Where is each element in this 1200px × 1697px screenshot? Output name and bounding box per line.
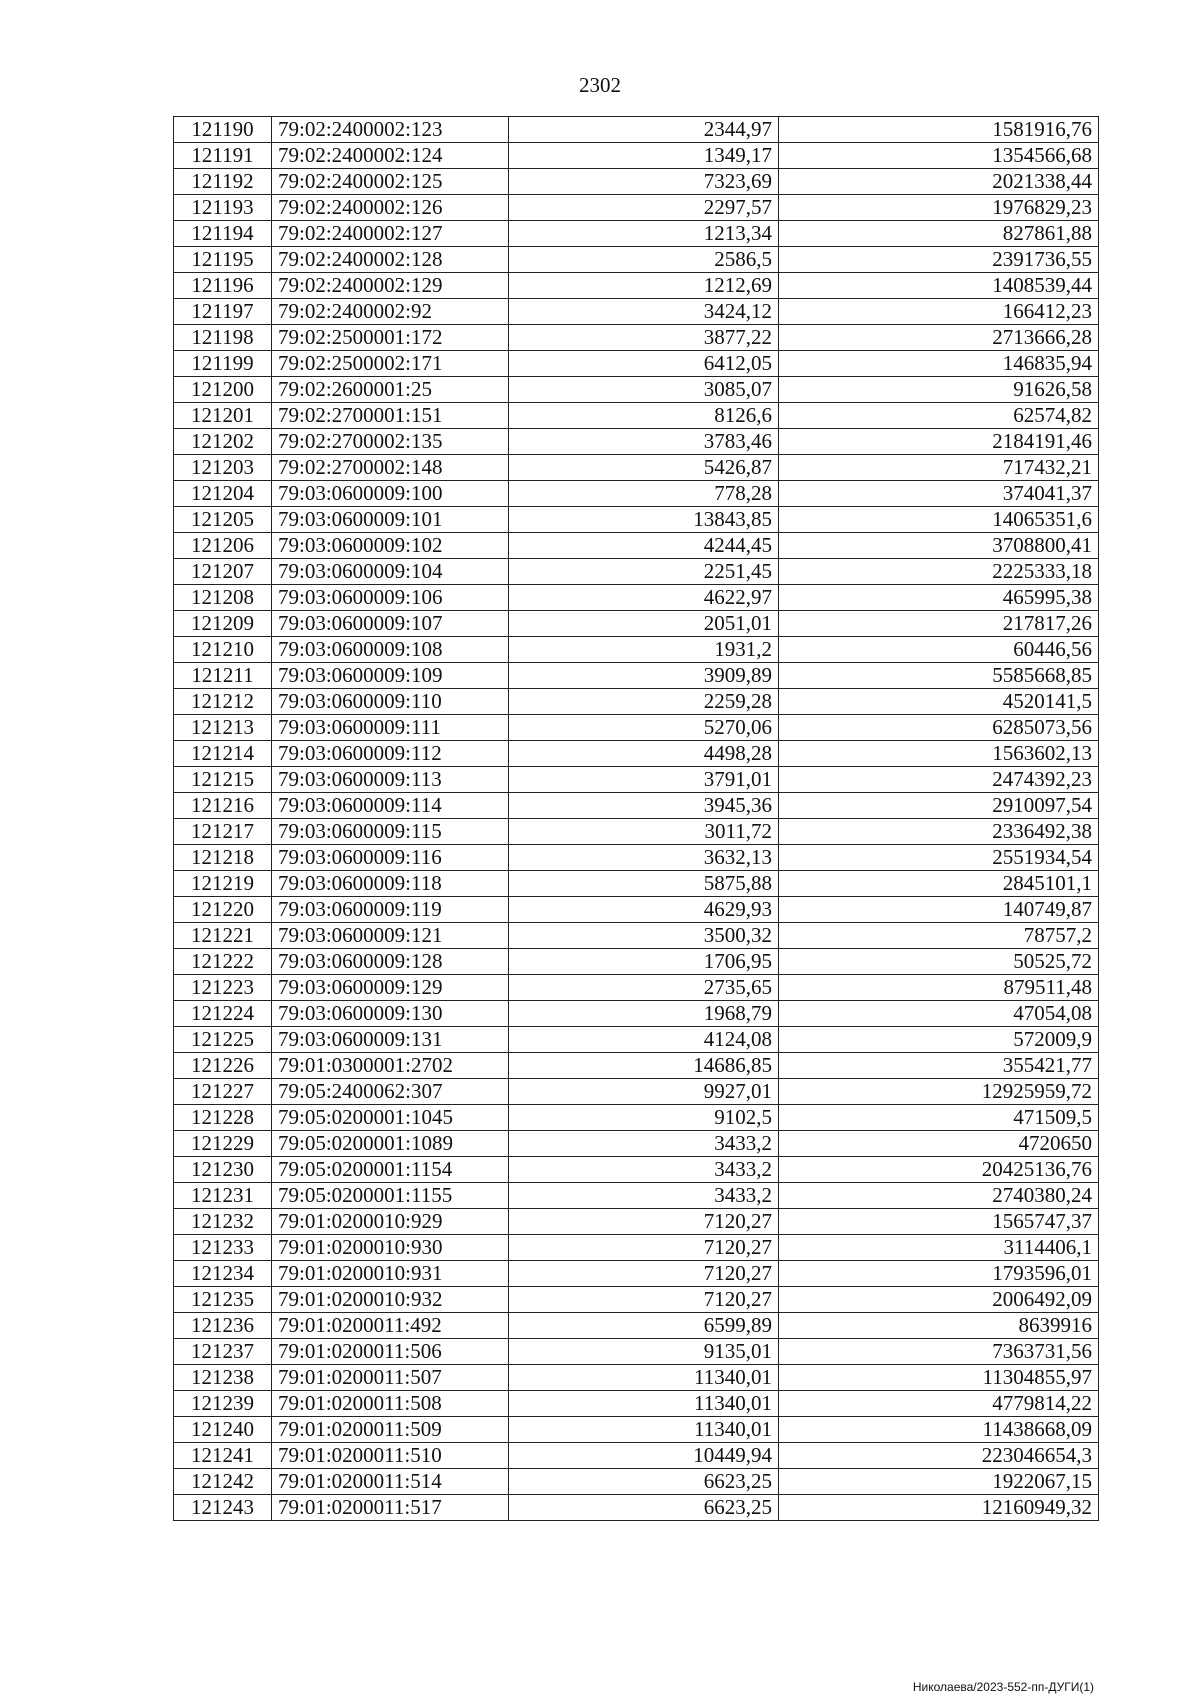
table-row	[174, 247, 1099, 273]
cadastral-value-cell: 2225333,18	[779, 559, 1099, 585]
area-cell: 778,28	[509, 481, 779, 507]
table-row	[174, 1469, 1099, 1495]
cadastral-value-cell: 879511,48	[779, 975, 1099, 1001]
cadastral-value-cell: 60446,56	[779, 637, 1099, 663]
cadastral-value-cell: 62574,82	[779, 403, 1099, 429]
row-number-cell: 121241	[174, 1443, 272, 1469]
area-cell: 3909,89	[509, 663, 779, 689]
row-number-cell: 121231	[174, 1183, 272, 1209]
cadastral-value-cell: 47054,08	[779, 1001, 1099, 1027]
row-number-cell: 121190	[174, 117, 272, 143]
cadastral-number-cell: 79:02:2400002:129	[272, 273, 509, 299]
cadastral-number-cell: 79:01:0200011:517	[272, 1495, 509, 1521]
cadastral-value-cell: 91626,58	[779, 377, 1099, 403]
cadastral-value-cell: 12925959,72	[779, 1079, 1099, 1105]
area-cell: 2344,97	[509, 117, 779, 143]
cadastral-number-cell: 79:01:0200011:509	[272, 1417, 509, 1443]
area-cell: 6599,89	[509, 1313, 779, 1339]
row-number-cell: 121242	[174, 1469, 272, 1495]
row-number-cell: 121222	[174, 949, 272, 975]
cadastral-value-cell: 3114406,1	[779, 1235, 1099, 1261]
table-row	[174, 689, 1099, 715]
cadastral-value-table	[173, 116, 1099, 1521]
cadastral-number-cell: 79:03:0600009:114	[272, 793, 509, 819]
table-row	[174, 611, 1099, 637]
area-cell: 4629,93	[509, 897, 779, 923]
cadastral-value-cell: 2910097,54	[779, 793, 1099, 819]
table-row	[174, 949, 1099, 975]
table-row	[174, 845, 1099, 871]
area-cell: 9135,01	[509, 1339, 779, 1365]
row-number-cell: 121198	[174, 325, 272, 351]
cadastral-value-cell: 355421,77	[779, 1053, 1099, 1079]
cadastral-number-cell: 79:03:0600009:111	[272, 715, 509, 741]
cadastral-value-cell: 1581916,76	[779, 117, 1099, 143]
cadastral-number-cell: 79:03:0600009:115	[272, 819, 509, 845]
cadastral-number-cell: 79:03:0600009:129	[272, 975, 509, 1001]
cadastral-number-cell: 79:02:2600001:25	[272, 377, 509, 403]
table-row	[174, 455, 1099, 481]
table-row	[174, 585, 1099, 611]
table-body	[174, 117, 1099, 1521]
table-row	[174, 507, 1099, 533]
row-number-cell: 121201	[174, 403, 272, 429]
area-cell: 4244,45	[509, 533, 779, 559]
row-number-cell: 121218	[174, 845, 272, 871]
area-cell: 9102,5	[509, 1105, 779, 1131]
row-number-cell: 121232	[174, 1209, 272, 1235]
row-number-cell: 121194	[174, 221, 272, 247]
table-row	[174, 1391, 1099, 1417]
cadastral-number-cell: 79:03:0600009:106	[272, 585, 509, 611]
row-number-cell: 121196	[174, 273, 272, 299]
cadastral-value-cell: 2474392,23	[779, 767, 1099, 793]
area-cell: 2251,45	[509, 559, 779, 585]
area-cell: 1349,17	[509, 143, 779, 169]
cadastral-number-cell: 79:03:0600009:121	[272, 923, 509, 949]
row-number-cell: 121227	[174, 1079, 272, 1105]
area-cell: 1212,69	[509, 273, 779, 299]
row-number-cell: 121215	[174, 767, 272, 793]
row-number-cell: 121237	[174, 1339, 272, 1365]
table-row	[174, 1287, 1099, 1313]
page-number: 2302	[579, 73, 621, 97]
row-number-cell: 121233	[174, 1235, 272, 1261]
cadastral-value-cell: 374041,37	[779, 481, 1099, 507]
table-row	[174, 325, 1099, 351]
table-row	[174, 1261, 1099, 1287]
table-row	[174, 663, 1099, 689]
area-cell: 7120,27	[509, 1287, 779, 1313]
area-cell: 7323,69	[509, 169, 779, 195]
cadastral-number-cell: 79:01:0200011:492	[272, 1313, 509, 1339]
row-number-cell: 121224	[174, 1001, 272, 1027]
table-row	[174, 1495, 1099, 1521]
cadastral-number-cell: 79:03:0600009:100	[272, 481, 509, 507]
row-number-cell: 121243	[174, 1495, 272, 1521]
cadastral-number-cell: 79:05:0200001:1154	[272, 1157, 509, 1183]
row-number-cell: 121193	[174, 195, 272, 221]
table-row	[174, 533, 1099, 559]
cadastral-value-cell: 717432,21	[779, 455, 1099, 481]
table-row	[174, 871, 1099, 897]
cadastral-number-cell: 79:03:0600009:130	[272, 1001, 509, 1027]
area-cell: 7120,27	[509, 1261, 779, 1287]
area-cell: 3791,01	[509, 767, 779, 793]
row-number-cell: 121238	[174, 1365, 272, 1391]
table-row	[174, 637, 1099, 663]
row-number-cell: 121221	[174, 923, 272, 949]
table-row	[174, 1313, 1099, 1339]
row-number-cell: 121210	[174, 637, 272, 663]
row-number-cell: 121206	[174, 533, 272, 559]
table-row	[174, 819, 1099, 845]
table-row	[174, 897, 1099, 923]
table-row	[174, 1001, 1099, 1027]
row-number-cell: 121195	[174, 247, 272, 273]
table-row	[174, 1105, 1099, 1131]
area-cell: 4124,08	[509, 1027, 779, 1053]
area-cell: 2051,01	[509, 611, 779, 637]
row-number-cell: 121204	[174, 481, 272, 507]
table-row	[174, 1443, 1099, 1469]
row-number-cell: 121205	[174, 507, 272, 533]
row-number-cell: 121197	[174, 299, 272, 325]
table-row	[174, 1183, 1099, 1209]
cadastral-value-cell: 2740380,24	[779, 1183, 1099, 1209]
cadastral-value-cell: 2184191,46	[779, 429, 1099, 455]
table-row	[174, 299, 1099, 325]
area-cell: 2586,5	[509, 247, 779, 273]
cadastral-number-cell: 79:05:0200001:1155	[272, 1183, 509, 1209]
table-row	[174, 117, 1099, 143]
table-row	[174, 923, 1099, 949]
table-row	[174, 143, 1099, 169]
area-cell: 5270,06	[509, 715, 779, 741]
cadastral-value-cell: 5585668,85	[779, 663, 1099, 689]
cadastral-value-cell: 166412,23	[779, 299, 1099, 325]
area-cell: 5875,88	[509, 871, 779, 897]
area-cell: 13843,85	[509, 507, 779, 533]
cadastral-value-cell: 2551934,54	[779, 845, 1099, 871]
cadastral-number-cell: 79:03:0600009:109	[272, 663, 509, 689]
cadastral-value-cell: 2336492,38	[779, 819, 1099, 845]
area-cell: 3433,2	[509, 1183, 779, 1209]
cadastral-value-cell: 1408539,44	[779, 273, 1099, 299]
table-row	[174, 975, 1099, 1001]
table-row	[174, 221, 1099, 247]
table-row	[174, 1417, 1099, 1443]
cadastral-value-cell: 827861,88	[779, 221, 1099, 247]
cadastral-value-cell: 78757,2	[779, 923, 1099, 949]
cadastral-value-cell: 2391736,55	[779, 247, 1099, 273]
table-row	[174, 1235, 1099, 1261]
area-cell: 11340,01	[509, 1365, 779, 1391]
cadastral-value-cell: 1976829,23	[779, 195, 1099, 221]
cadastral-number-cell: 79:01:0200011:510	[272, 1443, 509, 1469]
area-cell: 4622,97	[509, 585, 779, 611]
cadastral-number-cell: 79:03:0600009:118	[272, 871, 509, 897]
cadastral-value-cell: 1793596,01	[779, 1261, 1099, 1287]
cadastral-value-cell: 14065351,6	[779, 507, 1099, 533]
cadastral-value-cell: 2021338,44	[779, 169, 1099, 195]
cadastral-number-cell: 79:02:2400002:126	[272, 195, 509, 221]
area-cell: 1706,95	[509, 949, 779, 975]
cadastral-number-cell: 79:03:0600009:110	[272, 689, 509, 715]
row-number-cell: 121208	[174, 585, 272, 611]
cadastral-value-cell: 146835,94	[779, 351, 1099, 377]
cadastral-number-cell: 79:03:0600009:119	[272, 897, 509, 923]
area-cell: 6623,25	[509, 1469, 779, 1495]
cadastral-number-cell: 79:03:0600009:113	[272, 767, 509, 793]
cadastral-number-cell: 79:02:2400002:123	[272, 117, 509, 143]
area-cell: 6623,25	[509, 1495, 779, 1521]
cadastral-number-cell: 79:01:0200011:507	[272, 1365, 509, 1391]
cadastral-number-cell: 79:01:0200010:931	[272, 1261, 509, 1287]
row-number-cell: 121226	[174, 1053, 272, 1079]
document-footer: Николаева/2023-552-пп-ДУГИ(1)	[912, 1680, 1094, 1694]
table-row	[174, 273, 1099, 299]
cadastral-value-cell: 1565747,37	[779, 1209, 1099, 1235]
cadastral-number-cell: 79:02:2500002:171	[272, 351, 509, 377]
cadastral-value-cell: 2713666,28	[779, 325, 1099, 351]
cadastral-number-cell: 79:03:0600009:104	[272, 559, 509, 585]
table-row	[174, 195, 1099, 221]
row-number-cell: 121214	[174, 741, 272, 767]
cadastral-number-cell: 79:01:0200011:514	[272, 1469, 509, 1495]
cadastral-number-cell: 79:02:2400002:125	[272, 169, 509, 195]
area-cell: 11340,01	[509, 1417, 779, 1443]
row-number-cell: 121239	[174, 1391, 272, 1417]
row-number-cell: 121240	[174, 1417, 272, 1443]
table-row	[174, 715, 1099, 741]
table-row	[174, 741, 1099, 767]
cadastral-number-cell: 79:03:0600009:101	[272, 507, 509, 533]
row-number-cell: 121220	[174, 897, 272, 923]
cadastral-number-cell: 79:01:0300001:2702	[272, 1053, 509, 1079]
cadastral-number-cell: 79:01:0200011:506	[272, 1339, 509, 1365]
cadastral-number-cell: 79:03:0600009:131	[272, 1027, 509, 1053]
area-cell: 3877,22	[509, 325, 779, 351]
row-number-cell: 121228	[174, 1105, 272, 1131]
table-row	[174, 481, 1099, 507]
area-cell: 3783,46	[509, 429, 779, 455]
cadastral-number-cell: 79:03:0600009:108	[272, 637, 509, 663]
cadastral-value-cell: 6285073,56	[779, 715, 1099, 741]
cadastral-value-cell: 4520141,5	[779, 689, 1099, 715]
row-number-cell: 121219	[174, 871, 272, 897]
table-row	[174, 1053, 1099, 1079]
cadastral-value-cell: 11438668,09	[779, 1417, 1099, 1443]
cadastral-value-cell: 1354566,68	[779, 143, 1099, 169]
row-number-cell: 121216	[174, 793, 272, 819]
cadastral-value-cell: 12160949,32	[779, 1495, 1099, 1521]
row-number-cell: 121200	[174, 377, 272, 403]
cadastral-value-cell: 4720650	[779, 1131, 1099, 1157]
area-cell: 2297,57	[509, 195, 779, 221]
area-cell: 3085,07	[509, 377, 779, 403]
cadastral-value-cell: 471509,5	[779, 1105, 1099, 1131]
cadastral-number-cell: 79:03:0600009:128	[272, 949, 509, 975]
cadastral-value-cell: 2006492,09	[779, 1287, 1099, 1313]
cadastral-value-cell: 7363731,56	[779, 1339, 1099, 1365]
table-row	[174, 377, 1099, 403]
cadastral-number-cell: 79:02:2400002:127	[272, 221, 509, 247]
table-row	[174, 1365, 1099, 1391]
cadastral-value-cell: 20425136,76	[779, 1157, 1099, 1183]
row-number-cell: 121203	[174, 455, 272, 481]
cadastral-number-cell: 79:03:0600009:102	[272, 533, 509, 559]
cadastral-number-cell: 79:01:0200010:930	[272, 1235, 509, 1261]
table-row	[174, 351, 1099, 377]
cadastral-number-cell: 79:05:0200001:1045	[272, 1105, 509, 1131]
area-cell: 3632,13	[509, 845, 779, 871]
row-number-cell: 121213	[174, 715, 272, 741]
area-cell: 7120,27	[509, 1235, 779, 1261]
table-row	[174, 1209, 1099, 1235]
table-row	[174, 1079, 1099, 1105]
cadastral-value-cell: 1922067,15	[779, 1469, 1099, 1495]
cadastral-number-cell: 79:03:0600009:107	[272, 611, 509, 637]
cadastral-number-cell: 79:03:0600009:116	[272, 845, 509, 871]
row-number-cell: 121230	[174, 1157, 272, 1183]
area-cell: 5426,87	[509, 455, 779, 481]
row-number-cell: 121202	[174, 429, 272, 455]
area-cell: 1931,2	[509, 637, 779, 663]
row-number-cell: 121217	[174, 819, 272, 845]
table-row	[174, 429, 1099, 455]
cadastral-value-cell: 8639916	[779, 1313, 1099, 1339]
table-row	[174, 403, 1099, 429]
row-number-cell: 121234	[174, 1261, 272, 1287]
row-number-cell: 121199	[174, 351, 272, 377]
area-cell: 1968,79	[509, 1001, 779, 1027]
area-cell: 3433,2	[509, 1157, 779, 1183]
cadastral-number-cell: 79:05:0200001:1089	[272, 1131, 509, 1157]
cadastral-number-cell: 79:01:0200011:508	[272, 1391, 509, 1417]
row-number-cell: 121209	[174, 611, 272, 637]
cadastral-number-cell: 79:02:2400002:124	[272, 143, 509, 169]
area-cell: 2735,65	[509, 975, 779, 1001]
cadastral-value-cell: 465995,38	[779, 585, 1099, 611]
cadastral-number-cell: 79:05:2400062:307	[272, 1079, 509, 1105]
cadastral-number-cell: 79:02:2700002:148	[272, 455, 509, 481]
cadastral-number-cell: 79:02:2700002:135	[272, 429, 509, 455]
row-number-cell: 121191	[174, 143, 272, 169]
area-cell: 10449,94	[509, 1443, 779, 1469]
cadastral-number-cell: 79:03:0600009:112	[272, 741, 509, 767]
area-cell: 9927,01	[509, 1079, 779, 1105]
cadastral-value-cell: 4779814,22	[779, 1391, 1099, 1417]
row-number-cell: 121223	[174, 975, 272, 1001]
table-row	[174, 1027, 1099, 1053]
row-number-cell: 121211	[174, 663, 272, 689]
cadastral-value-cell: 1563602,13	[779, 741, 1099, 767]
cadastral-value-cell: 217817,26	[779, 611, 1099, 637]
row-number-cell: 121235	[174, 1287, 272, 1313]
cadastral-value-cell: 3708800,41	[779, 533, 1099, 559]
row-number-cell: 121229	[174, 1131, 272, 1157]
area-cell: 1213,34	[509, 221, 779, 247]
area-cell: 4498,28	[509, 741, 779, 767]
cadastral-number-cell: 79:01:0200010:929	[272, 1209, 509, 1235]
cadastral-value-cell: 223046654,3	[779, 1443, 1099, 1469]
cadastral-number-cell: 79:02:2400002:92	[272, 299, 509, 325]
table-row	[174, 767, 1099, 793]
area-cell: 3424,12	[509, 299, 779, 325]
table-row	[174, 1339, 1099, 1365]
area-cell: 2259,28	[509, 689, 779, 715]
cadastral-value-cell: 140749,87	[779, 897, 1099, 923]
area-cell: 7120,27	[509, 1209, 779, 1235]
cadastral-value-cell: 2845101,1	[779, 871, 1099, 897]
area-cell: 8126,6	[509, 403, 779, 429]
table-row	[174, 793, 1099, 819]
table-row	[174, 559, 1099, 585]
cadastral-value-cell: 50525,72	[779, 949, 1099, 975]
table-row	[174, 1157, 1099, 1183]
cadastral-number-cell: 79:02:2700001:151	[272, 403, 509, 429]
area-cell: 11340,01	[509, 1391, 779, 1417]
table-row	[174, 169, 1099, 195]
cadastral-number-cell: 79:02:2400002:128	[272, 247, 509, 273]
area-cell: 14686,85	[509, 1053, 779, 1079]
cadastral-value-cell: 572009,9	[779, 1027, 1099, 1053]
row-number-cell: 121192	[174, 169, 272, 195]
area-cell: 3500,32	[509, 923, 779, 949]
cadastral-number-cell: 79:01:0200010:932	[272, 1287, 509, 1313]
area-cell: 3011,72	[509, 819, 779, 845]
row-number-cell: 121225	[174, 1027, 272, 1053]
area-cell: 3433,2	[509, 1131, 779, 1157]
row-number-cell: 121236	[174, 1313, 272, 1339]
row-number-cell: 121207	[174, 559, 272, 585]
area-cell: 3945,36	[509, 793, 779, 819]
area-cell: 6412,05	[509, 351, 779, 377]
cadastral-number-cell: 79:02:2500001:172	[272, 325, 509, 351]
table-row	[174, 1131, 1099, 1157]
row-number-cell: 121212	[174, 689, 272, 715]
cadastral-value-cell: 11304855,97	[779, 1365, 1099, 1391]
